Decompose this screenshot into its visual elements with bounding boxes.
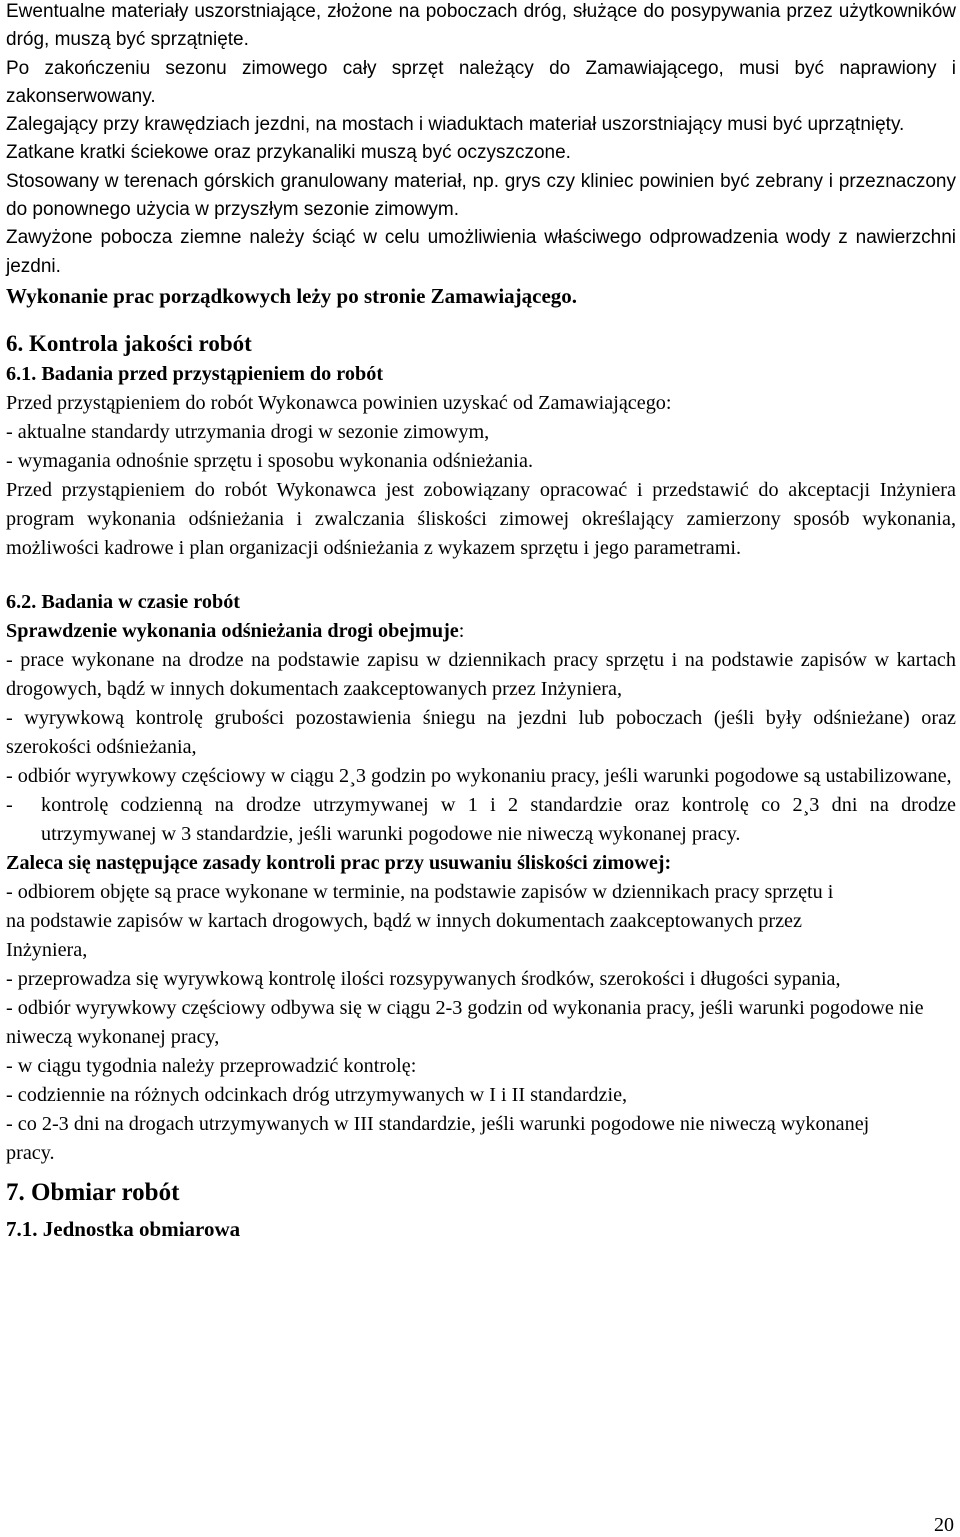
paragraph-mountain: Stosowany w terenach górskich granulowany materiał, np. grys czy kliniec powinien być zebrany i przeznaczony do ponownego użycia w przyszłym sezonie zimowym.	[6, 170, 956, 221]
section-7-1-heading: 7.1. Jednostka obmiarowa	[6, 1216, 241, 1241]
list-item: - w ciągu tygodnia należy przeprowadzić kontrolę:	[6, 1054, 417, 1077]
paragraph-materials: Ewentualne materiały uszorstniające, złożone na poboczach dróg, służące do posypywania przez użytkowników dróg, muszą być sprzątnięte.	[6, 1, 956, 51]
rules-heading: Zaleca się następujące zasady kontroli prac przy usuwaniu śliskości zimowej:	[6, 851, 672, 874]
list-item: - odbiorem objęte są prace wykonane w terminie, na podstawie zapisów w dziennikach pracy sprzętu i na podstawie zapisów w kartach drogowych, bądź w innych dokumentach zaakceptowanych przez Inżyniera,	[6, 880, 834, 961]
section-6-1-intro: Przed przystąpieniem do robót Wykonawca powinien uzyskać od Zamawiającego:	[6, 391, 672, 414]
check-heading-line	[6, 617, 956, 646]
paragraph-drains: Zatkane kratki ściekowe oraz przykanaliki muszą być oczyszczone.	[6, 142, 571, 164]
list-item-hanging	[6, 791, 956, 849]
list-item: - odbiór wyrywkowy częściowy w ciągu 2¸3 godzin po wykonaniu pracy, jeśli warunki pogodowe są ustabilizowane,	[6, 764, 952, 787]
list-item: - wyrywkową kontrolę grubości pozostawienia śniegu na jezdni lub poboczach (jeśli były odśnieżane) oraz szerokości odśnieżania,	[6, 706, 956, 758]
bold-statement: Wykonanie prac porządkowych leży po stronie Zamawiającego.	[6, 283, 578, 308]
section-6-heading: 6. Kontrola jakości robót	[6, 330, 252, 356]
list-item: - codziennie na różnych odcinkach dróg utrzymywanych w I i II standardzie,	[6, 1083, 628, 1106]
top-paragraphs	[6, 0, 956, 281]
paragraph-equipment: Po zakończeniu sezonu zimowego cały sprzęt należący do Zamawiającego, musi być naprawiony i zakonserwowany.	[6, 57, 956, 107]
page-number: 20	[934, 1514, 954, 1536]
list-item: - aktualne standardy utrzymania drogi w sezonie zimowym,	[6, 420, 490, 443]
section-6-2-heading: 6.2. Badania w czasie robót	[6, 590, 241, 613]
check-heading-colon: :	[458, 619, 465, 642]
list-dash: -	[6, 793, 13, 816]
section-7-heading: 7. Obmiar robót	[6, 1178, 180, 1206]
check-heading: Sprawdzenie wykonania odśnieżania drogi obejmuje	[6, 619, 459, 642]
section-6-1-paragraph: Przed przystąpieniem do robót Wykonawca jest zobowiązany opracować i przedstawić do akceptacji Inżyniera program wykonania odśnieżania i zwalczania śliskości zimowej określający zamierzony sposób wykonania, możliwości kadrowe i plan organizacji odśnieżania z wykazem sprzętu i jego parametrami.	[6, 478, 956, 559]
document-page	[6, 0, 956, 1244]
section-6-1-heading: 6.1. Badania przed przystąpieniem do robót	[6, 362, 384, 385]
paragraph-shoulders: Zawyżone pobocza ziemne należy ściąć w celu umożliwienia właściwego odprowadzenia wody z nawierzchni jezdni.	[6, 227, 956, 277]
section-6-2	[6, 588, 956, 1168]
section-6-1	[6, 360, 956, 563]
list-item-text: kontrolę codzienną na drodze utrzymywanej w 1 i 2 standardzie oraz kontrolę co 2¸3 dni na drodze utrzymywanej w 3 standardzie, jeśli warunki pogodowe nie niweczą wykonanej pracy.	[41, 793, 956, 845]
paragraph-edges: Zalegający przy krawędziach jezdni, na mostach i wiaduktach materiał uszorstniający musi być uprzątnięty.	[6, 114, 905, 136]
list-item: - wymagania odnośnie sprzętu i sposobu wykonania odśnieżania.	[6, 449, 533, 472]
list-item: - prace wykonane na drodze na podstawie zapisu w dziennikach pracy sprzętu i na podstawie zapisów w kartach drogowych, bądź w innych dokumentach zaakceptowanych przez Inżyniera,	[6, 648, 956, 700]
list-item: - odbiór wyrywkowy częściowy odbywa się w ciągu 2-3 godzin od wykonania pracy, jeśli warunki pogodowe nie niweczą wykonanej pracy,	[6, 996, 924, 1048]
list-item: - co 2-3 dni na drogach utrzymywanych w III standardzie, jeśli warunki pogodowe nie niweczą wykonanej pracy.	[6, 1112, 870, 1164]
list-item: - przeprowadza się wyrywkową kontrolę ilości rozsypywanych środków, szerokości i długości sypania,	[6, 967, 841, 990]
